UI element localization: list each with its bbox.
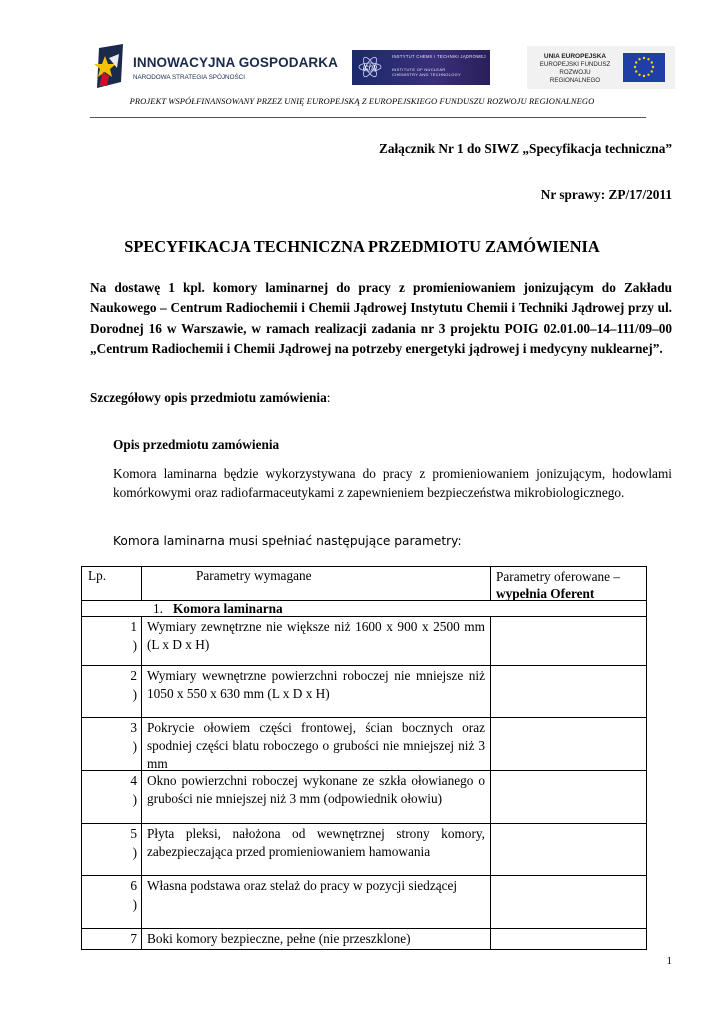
parameters-table: [81, 566, 647, 950]
logo-mid-line3: CHEMISTRY AND TECHNOLOGY: [392, 72, 461, 77]
row-offered-cell[interactable]: [491, 876, 646, 928]
row-offered-cell[interactable]: [491, 824, 646, 875]
innowacyjna-gospodarka-logo: [93, 42, 338, 92]
section-label: [153, 601, 283, 617]
header-offered-line2: wypełnia Oferent: [496, 586, 595, 601]
star-logo-icon: [93, 42, 127, 90]
table-row: [81, 771, 647, 824]
row-num: 3: [130, 720, 137, 735]
eu-logo-text: [535, 53, 615, 85]
ichtj-logo: [352, 50, 490, 85]
project-cofinancing-line: PROJEKT WSPÓŁFINANSOWANY PRZEZ UNIĘ EUROPEJSKĄ Z EUROPEJSKIEGO FUNDUSZU ROZWOJU REGIONALNEGO: [129, 96, 595, 106]
logo-mid-abbr: ichtj: [362, 63, 378, 72]
row-offered-cell[interactable]: [491, 718, 646, 770]
table-row: [81, 718, 647, 771]
header-offered-line1: Parametry oferowane –: [496, 569, 621, 584]
row-text: Wymiary wewnętrzne powierzchni roboczej nie mniejsze niż 1050 x 550 x 630 mm (L x D x H): [142, 666, 491, 717]
row-paren: ): [132, 792, 137, 807]
row-num: 7: [130, 931, 137, 946]
detail-label: Szczegółowy opis przedmiotu zamówienia: [90, 390, 327, 405]
header-offered: [491, 567, 646, 600]
row-offered-cell[interactable]: [491, 666, 646, 717]
row-offered-cell[interactable]: [491, 771, 646, 823]
row-text: Pokrycie ołowiem części frontowej, ścian bocznych oraz spodniej części blatu roboczego o grubości nie mniejszej niż 3 mm: [142, 718, 491, 770]
logo-left-title: INNOWACYJNA GOSPODARKA: [133, 55, 338, 70]
row-text: Okno powierzchni roboczej wykonane ze szkła ołowianego o grubości nie mniejszej niż 3 mm (odpowiednik ołowiu): [142, 771, 491, 823]
logo-left-subtitle: NARODOWA STRATEGIA SPÓJNOŚCI: [133, 74, 245, 81]
row-paren: ): [132, 687, 137, 702]
logo-mid-line1: INSTYTUT CHEMII I TECHNIKI JĄDROWEJ: [392, 54, 486, 59]
row-text: Płyta pleksi, nałożona od wewnętrznej strony komory, zabezpieczająca przed promieniowaniem hamowania: [142, 824, 491, 875]
logo-right-line3: ROZWOJU REGIONALNEGO: [549, 69, 601, 84]
row-text: Wymiary zewnętrzne nie większe niż 1600 x 900 x 2500 mm (L x D x H): [142, 617, 491, 665]
subheading: Opis przedmiotu zamówienia: [113, 437, 280, 452]
row-offered-cell[interactable]: [491, 929, 646, 949]
row-paren: ): [132, 638, 137, 653]
detail-colon: :: [326, 390, 331, 405]
table-header-row: [81, 566, 647, 601]
section-number: 1.: [153, 601, 163, 616]
section-row: [81, 601, 647, 617]
eu-logo: [527, 46, 675, 89]
row-text: Boki komory bezpieczne, pełne (nie przeszklone): [142, 929, 491, 949]
row-paren: ): [132, 897, 137, 912]
table-row: [81, 929, 647, 950]
logo-mid-line2: INSTITUTE OF NUCLEAR: [392, 67, 446, 72]
row-num: 2: [130, 668, 137, 683]
document-title: SPECYFIKACJA TECHNICZNA PRZEDMIOTU ZAMÓWIENIA: [124, 237, 600, 256]
row-num: 4: [130, 773, 137, 788]
header-required: Parametry wymagane: [142, 567, 491, 600]
logo-right-line2: EUROPEJSKI FUNDUSZ: [539, 61, 611, 68]
table-row: [81, 666, 647, 718]
section-name: Komora laminarna: [172, 601, 283, 616]
row-paren: ): [132, 845, 137, 860]
detail-heading: [90, 390, 330, 406]
table-row: [81, 824, 647, 876]
logo-mid-line23: [392, 67, 461, 77]
logo-right-line1: UNIA EUROPEJSKA: [543, 53, 607, 60]
params-intro: Komora laminarna musi spełniać następujące parametry:: [113, 534, 462, 548]
table-row: [81, 876, 647, 929]
case-number: Nr sprawy: ZP/17/2011: [540, 187, 672, 202]
attachment-label: Załącznik Nr 1 do SIWZ „Specyfikacja techniczna”: [378, 141, 672, 156]
row-text: Własna podstawa oraz stelaż do pracy w pozycji siedzącej: [142, 876, 491, 928]
header-divider: [90, 117, 646, 118]
atom-emblem-icon: [358, 56, 382, 78]
row-num: 6: [130, 878, 137, 893]
row-num: 1: [130, 619, 137, 634]
row-num: 5: [130, 826, 137, 841]
intro-paragraph: Na dostawę 1 kpl. komory laminarnej do pracy z promieniowaniem jonizującym do Zakładu Naukowego – Centrum Radiochemii i Chemii Jądrowej Instytutu Chemii i Techniki Jądrowej przy ul. Dorodnej 16 w Warszawie, w ramach realizacji zadania nr 3 projektu POIG 02.01.00–14–111/09–00 „Centrum Radiochemii i Chemii Jądrowej na potrzeby energetyki jądrowej i medycyny nuklearnej”.: [90, 280, 672, 357]
table-row: [81, 617, 647, 666]
description-paragraph: Komora laminarna będzie wykorzystywana do pracy z promieniowaniem jonizującym, hodowlami komórkowymi oraz radiofarmaceutykami z zapewnieniem bezpieczeństwa mikrobiologicznego.: [113, 466, 672, 500]
header-lp: Lp.: [82, 567, 142, 600]
row-paren: ): [132, 739, 137, 754]
page-number: 1: [666, 955, 672, 967]
row-offered-cell[interactable]: [491, 617, 646, 665]
eu-flag-icon: [623, 53, 665, 82]
